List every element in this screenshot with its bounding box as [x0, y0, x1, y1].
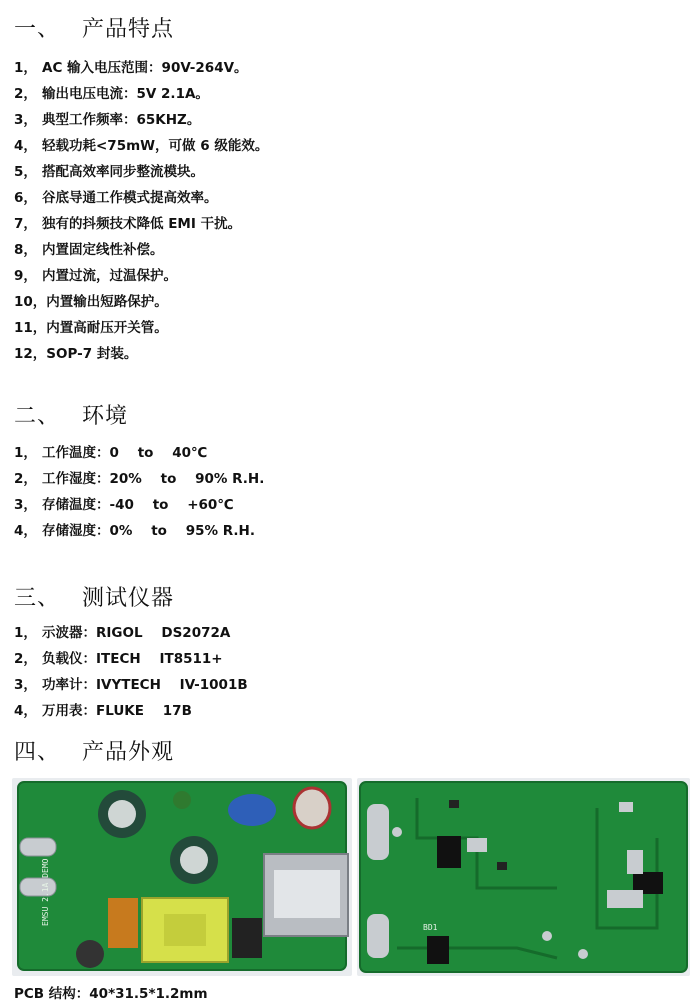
pcb-back-photo [357, 778, 690, 976]
list-item [14, 211, 268, 237]
item-text: 存储湿度：0% to 95% R.H. [42, 523, 255, 539]
section-heading: 产品特点 [82, 17, 175, 42]
item-index: 1， [14, 625, 37, 641]
list-item [14, 107, 268, 133]
item-text: AC 输入电压范围：90V-264V。 [42, 60, 248, 76]
list-item [14, 315, 268, 341]
pcb-front-photo [12, 778, 352, 976]
item-text: 谷底导通工作模式提高效率。 [42, 190, 218, 206]
item-text: 典型工作频率：65KHZ。 [42, 112, 201, 128]
list-item [14, 81, 268, 107]
item-text: 内置高耐压开关管。 [46, 320, 168, 336]
list-item [14, 185, 268, 211]
list-item [14, 133, 268, 159]
item-index: 4， [14, 523, 37, 539]
item-index: 3， [14, 112, 37, 128]
item-text: SOP-7 封装。 [46, 346, 138, 362]
item-text: 独有的抖频技术降低 EMI 干扰。 [42, 216, 242, 232]
features-list [14, 55, 268, 367]
item-index: 5， [14, 164, 37, 180]
item-text: 内置固定线性补偿。 [42, 242, 164, 258]
back-board-text: BD1 [423, 923, 438, 932]
item-index: 2， [14, 471, 37, 487]
item-text: 搭配高效率同步整流模块。 [42, 164, 204, 180]
section-number: 四、 [14, 740, 61, 765]
item-text: 存储温度：-40 to +60℃ [42, 497, 234, 513]
item-text: 工作湿度：20% to 90% R.H. [42, 471, 265, 487]
list-item [14, 440, 264, 466]
instruments-list [14, 620, 248, 724]
item-index: 4， [14, 138, 37, 154]
item-text: 万用表：FLUKE 17B [42, 703, 192, 719]
list-item [14, 289, 268, 315]
list-item [14, 672, 248, 698]
section-title-features [14, 12, 174, 43]
list-item [14, 55, 268, 81]
section-title-appearance [14, 735, 174, 766]
item-index: 2， [14, 86, 37, 102]
item-text: 功率计：IVYTECH IV-1001B [42, 677, 248, 693]
list-item [14, 341, 268, 367]
section-title-instruments [14, 581, 174, 612]
item-index: 12， [14, 346, 47, 362]
item-index: 1， [14, 60, 37, 76]
item-index: 4， [14, 703, 37, 719]
section-number: 三、 [14, 586, 61, 611]
environment-list [14, 440, 264, 544]
item-index: 8， [14, 242, 37, 258]
list-item [14, 646, 248, 672]
item-index: 7， [14, 216, 37, 232]
item-index: 10， [14, 294, 47, 310]
item-text: 示波器：RIGOL DS2072A [42, 625, 231, 641]
list-item [14, 620, 248, 646]
list-item [14, 518, 264, 544]
section-number: 一、 [14, 17, 61, 42]
pcb-structure-note: PCB 结构：40*31.5*1.2mm [14, 986, 208, 1002]
section-heading: 产品外观 [82, 740, 175, 765]
list-item [14, 492, 264, 518]
item-index: 3， [14, 677, 37, 693]
list-item [14, 263, 268, 289]
item-text: 内置输出短路保护。 [46, 294, 168, 310]
item-text: 负载仪：ITECH IT8511+ [42, 651, 223, 667]
item-index: 3， [14, 497, 37, 513]
item-index: 1， [14, 445, 37, 461]
section-number: 二、 [14, 404, 61, 429]
list-item [14, 237, 268, 263]
section-heading: 环境 [82, 404, 129, 429]
item-text: 输出电压电流：5V 2.1A。 [42, 86, 209, 102]
section-title-environment [14, 399, 128, 430]
item-text: 轻载功耗<75mW，可做 6 级能效。 [42, 138, 269, 154]
list-item [14, 159, 268, 185]
item-text: 工作温度：0 to 40℃ [42, 445, 208, 461]
item-index: 9， [14, 268, 37, 284]
list-item [14, 466, 264, 492]
item-index: 11， [14, 320, 47, 336]
item-text: 内置过流，过温保护。 [42, 268, 177, 284]
list-item [14, 698, 248, 724]
section-heading: 测试仪器 [82, 586, 175, 611]
item-index: 2， [14, 651, 37, 667]
front-board-text: EMSU 2.1A DEMO [41, 858, 50, 926]
item-index: 6， [14, 190, 37, 206]
